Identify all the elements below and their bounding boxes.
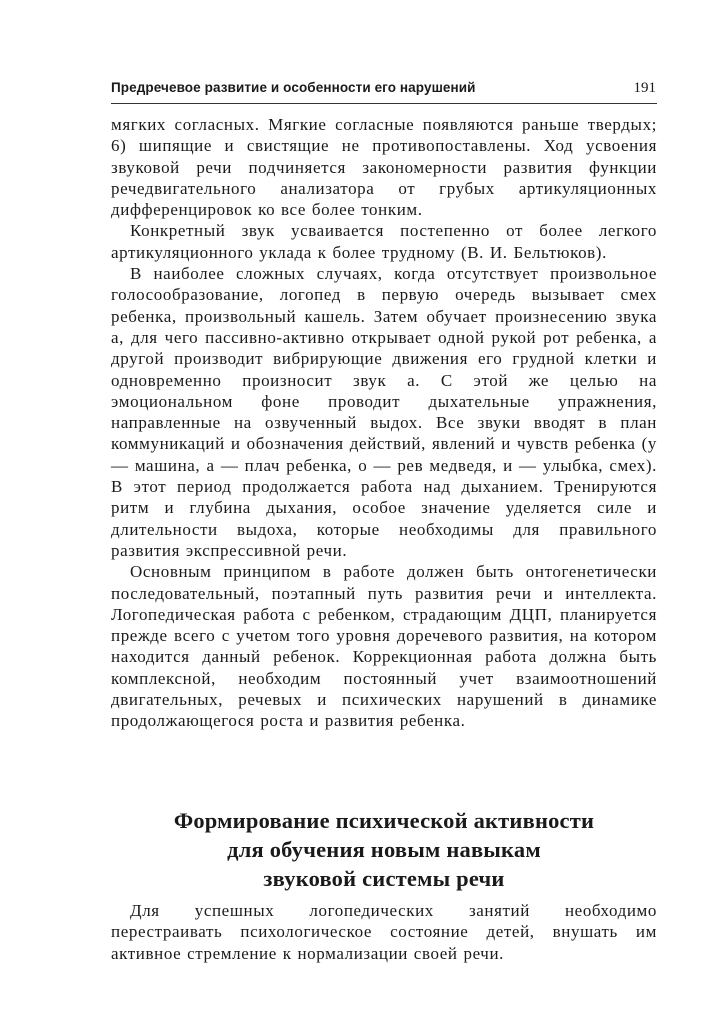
heading-line: Формирование психической активности [173, 808, 595, 833]
running-title: Предречевое развитие и особенности его нарушений [111, 80, 476, 95]
body-text [111, 114, 657, 732]
paragraph: В наиболее сложных случаях, когда отсутствует произвольное голосообразование, логопед в первую очередь вызывает смех ребенка, произвольный кашель. Затем обучает произнесению звука а, для чего пассивно-активно открывает одной рукой рот ребенка, а другой производит вибрирующие движения его грудной клетки и одновременно произносит звук а. С этой же целью на эмоциональном фоне проводит дыхательные упражнения, направленные на озвученный выдох. Все звуки вводят в план коммуникаций и обозначения действий, явлений и чувств ребенка (у — машина, а — плач ребенка, о — рев медведя, и — улыбка, смех). В этот период продолжается работа над дыханием. Тренируются ритм и глубина дыхания, особое значение уделяется силе и длительности выдоха, которые необходимы для правильного развития экспрессивной речи. [111, 264, 657, 560]
heading-line: звуковой системы речи [263, 866, 505, 891]
section-paragraph: Для успешных логопедических занятий необходимо перестраивать психологическое состояние детей, внушать им активное стремление к нормализации своей речи. [111, 901, 657, 963]
header-rule [111, 103, 657, 104]
paragraph: Основным принципом в работе должен быть онтогенетически последовательный, поэтапный путь развития речи и интеллекта. Логопедическая работа с ребенком, страдающим ДЦП, планируется прежде всего с учетом того уровня доречевого развития, на котором находится данный ребенок. Коррекционная работа должна быть комплексной, необходим постоянный учет взаимоотношений двигательных, речевых и психических нарушений в динамике продолжающегося роста и развития ребенка. [111, 562, 657, 731]
heading-line: для обучения новым навыкам [227, 837, 541, 862]
paragraph: Конкретный звук усваивается постепенно от более легкого артикуляционного уклада к более трудному (В. И. Бельтюков). [111, 221, 657, 262]
page-number: 191 [633, 80, 656, 96]
section-heading [111, 806, 657, 893]
paragraph-continuation: мягких согласных. Мягкие согласные появляются раньше твердых; 6) шипящие и свистящие не противопоставлены. Ход усвоения звуковой речи подчиняется закономерности развития функции речедвигательного анализатора от грубых артикуляционных дифференцировок ко все более тонким. [111, 115, 657, 220]
